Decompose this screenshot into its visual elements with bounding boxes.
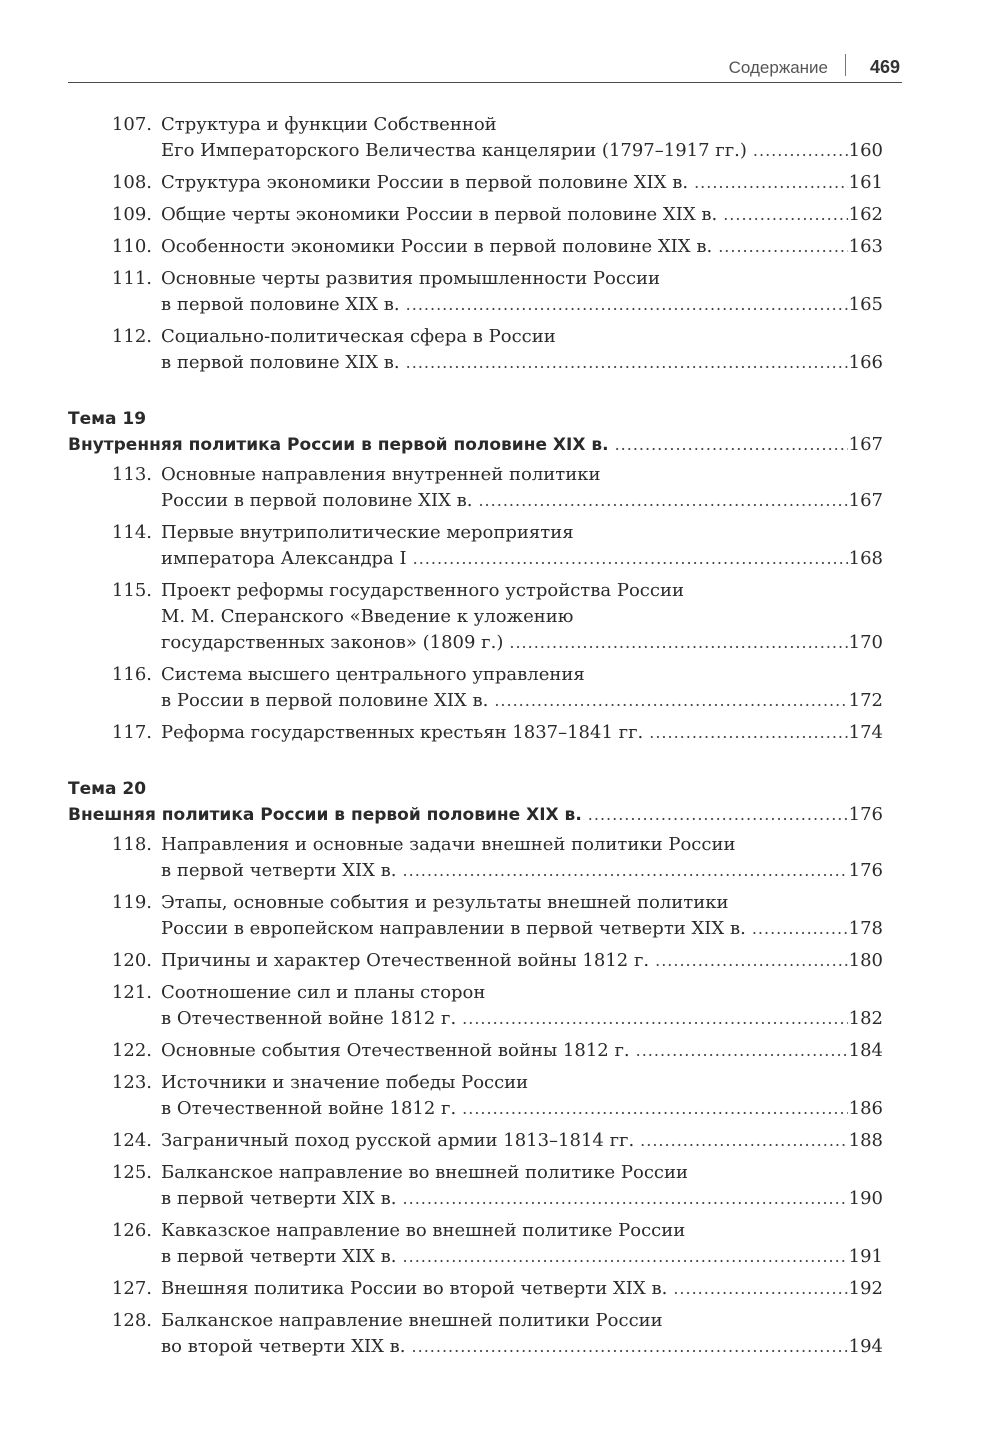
toc-entry-line xyxy=(68,112,883,138)
toc-entry-number: 113. xyxy=(111,464,152,485)
toc-entry-line xyxy=(68,1160,883,1186)
toc-entry-line xyxy=(68,292,883,318)
dot-leader xyxy=(406,292,848,318)
toc-entry-page: 170 xyxy=(848,632,883,653)
toc-entry xyxy=(68,234,883,260)
dot-leader xyxy=(509,630,847,656)
toc-entry xyxy=(68,890,883,942)
running-header xyxy=(68,52,902,83)
toc-entry-title: Основные направления внутренней политики xyxy=(161,464,601,485)
toc-entry-title: Структура и функции Собственной xyxy=(161,114,497,135)
toc-entry-page: 167 xyxy=(848,490,883,511)
topic-title: Внешняя политика России в первой половине XIX в. xyxy=(68,805,582,825)
toc-entry-title: Направления и основные задачи внешней политики России xyxy=(161,834,736,855)
toc-entry-title: Соотношение сил и планы сторон xyxy=(161,982,486,1003)
toc-entry-line xyxy=(68,1006,883,1032)
toc-entry xyxy=(68,1308,883,1360)
toc-entry-page: 160 xyxy=(848,140,883,161)
toc-entry-page: 165 xyxy=(848,294,883,315)
toc-entry-number: 109. xyxy=(111,204,152,225)
toc-entry-number: 107. xyxy=(111,114,152,135)
toc-entry-line xyxy=(68,1308,883,1334)
dot-leader xyxy=(694,170,848,196)
toc-entry-number: 119. xyxy=(111,892,152,913)
toc-entry-title: Проект реформы государственного устройства России xyxy=(161,580,684,601)
toc-entry-line xyxy=(68,832,883,858)
toc-entry xyxy=(68,1160,883,1212)
topic-title: Внутренняя политика России в первой половине XIX в. xyxy=(68,435,609,455)
toc-entry-page: 186 xyxy=(848,1098,883,1119)
dot-leader xyxy=(403,1244,848,1270)
header-separator xyxy=(845,54,847,76)
toc-entry-title: в Отечественной войне 1812 г. xyxy=(161,1008,457,1029)
toc-entry-line xyxy=(68,1038,883,1064)
toc-entry-title: М. М. Сперанского «Введение к уложению xyxy=(161,606,574,627)
toc-entry xyxy=(68,1038,883,1064)
toc-entry-line xyxy=(68,578,883,604)
toc-entry-line xyxy=(68,858,883,884)
toc-entry-line xyxy=(68,170,883,196)
dot-leader xyxy=(403,1186,848,1212)
toc-entry-page: 162 xyxy=(848,204,883,225)
toc-entry-line xyxy=(68,1070,883,1096)
topic-page: 167 xyxy=(848,434,883,455)
toc-entry xyxy=(68,948,883,974)
toc-entry xyxy=(68,832,883,884)
toc-entry xyxy=(68,520,883,572)
toc-entry-line xyxy=(68,138,883,164)
toc-entry-title: в первой четверти XIX в. xyxy=(161,1246,397,1267)
toc-entry-title: Причины и характер Отечественной войны 1812 г. xyxy=(161,950,650,971)
toc-entry-line xyxy=(68,948,883,974)
dot-leader xyxy=(649,720,847,746)
toc-entry xyxy=(68,462,883,514)
dot-leader xyxy=(588,802,848,828)
toc-entry-line xyxy=(68,916,883,942)
toc-entry-title: в России в первой половине XIX в. xyxy=(161,690,489,711)
dot-leader xyxy=(636,1038,848,1064)
toc-entry-number: 128. xyxy=(111,1310,152,1331)
dot-leader xyxy=(494,688,847,714)
header-title: Содержание xyxy=(728,58,828,77)
toc-entry-title: Заграничный поход русской армии 1813–1814 гг. xyxy=(161,1130,635,1151)
toc-entry-page: 191 xyxy=(848,1246,883,1267)
page-number: 469 xyxy=(869,57,900,77)
toc-entry-title: Источники и значение победы России xyxy=(161,1072,529,1093)
toc-entry-page: 166 xyxy=(848,352,883,373)
toc-entry-number: 127. xyxy=(111,1278,152,1299)
toc-entry xyxy=(68,170,883,196)
toc-entry-line xyxy=(68,1218,883,1244)
toc-entry-line xyxy=(68,266,883,292)
toc-entry-title: в первой четверти XIX в. xyxy=(161,1188,397,1209)
toc-entry xyxy=(68,1218,883,1270)
dot-leader xyxy=(753,138,848,164)
toc-entry-line xyxy=(68,1096,883,1122)
topic-page: 176 xyxy=(848,804,883,825)
toc-entry-page: 182 xyxy=(848,1008,883,1029)
toc-entry-line xyxy=(68,462,883,488)
toc-entry-line xyxy=(68,324,883,350)
toc-entry-line xyxy=(68,980,883,1006)
toc-entry-number: 111. xyxy=(111,268,152,289)
toc-entry-title: Внешняя политика России во второй четверти XIX в. xyxy=(161,1278,668,1299)
toc-entry-number: 114. xyxy=(111,522,152,543)
toc-entry-number: 115. xyxy=(111,580,152,601)
toc-entry-number: 116. xyxy=(111,664,152,685)
toc-entry-title: Система высшего центрального управления xyxy=(161,664,585,685)
toc-entry-title: Структура экономики России в первой половине XIX в. xyxy=(161,172,689,193)
table-of-contents xyxy=(68,112,883,1366)
toc-entry xyxy=(68,324,883,376)
dot-leader xyxy=(640,1128,847,1154)
dot-leader xyxy=(673,1276,847,1302)
dot-leader xyxy=(478,488,847,514)
toc-entry-line xyxy=(68,604,883,630)
dot-leader xyxy=(723,202,847,228)
toc-entry-title: в первой половине XIX в. xyxy=(161,352,400,373)
toc-entry-title: Основные черты развития промышленности России xyxy=(161,268,661,289)
toc-entry-page: 174 xyxy=(848,722,883,743)
toc-entry-number: 121. xyxy=(111,982,152,1003)
toc-entry-number: 124. xyxy=(111,1130,152,1151)
toc-entry xyxy=(68,1276,883,1302)
toc-entry-title: России в европейском направлении в первой четверти XIX в. xyxy=(161,918,746,939)
toc-entry-number: 112. xyxy=(111,326,152,347)
toc-entry-title: Первые внутриполитические мероприятия xyxy=(161,522,574,543)
dot-leader xyxy=(718,234,847,260)
dot-leader xyxy=(655,948,848,974)
toc-entry-title: Его Императорского Величества канцелярии (1797–1917 гг.) xyxy=(161,140,747,161)
toc-entry-line xyxy=(68,630,883,656)
toc-entry-title: Общие черты экономики России в первой половине XIX в. xyxy=(161,204,718,225)
toc-entry-page: 168 xyxy=(848,548,883,569)
toc-entry-title: Балканское направление внешней политики России xyxy=(161,1310,663,1331)
toc-entry-page: 176 xyxy=(848,860,883,881)
toc-entry-number: 118. xyxy=(111,834,152,855)
toc-entry-title: Реформа государственных крестьян 1837–1841 гг. xyxy=(161,722,644,743)
toc-entry-line xyxy=(68,890,883,916)
toc-entry-page: 190 xyxy=(848,1188,883,1209)
toc-entry xyxy=(68,980,883,1032)
toc-entry-title: в первой половине XIX в. xyxy=(161,294,400,315)
dot-leader xyxy=(615,432,848,458)
toc-entry-page: 188 xyxy=(848,1130,883,1151)
toc-entry-line xyxy=(68,688,883,714)
topic-label: Тема 20 xyxy=(68,779,147,799)
toc-entry-title: Социально-политическая сфера в России xyxy=(161,326,556,347)
toc-entry-title: Особенности экономики России в первой половине XIX в. xyxy=(161,236,713,257)
toc-entry-title: Основные события Отечественной войны 1812 г. xyxy=(161,1040,630,1061)
toc-entry-line xyxy=(68,720,883,746)
toc-entry-title: Этапы, основные события и результаты внешней политики xyxy=(161,892,729,913)
toc-entry xyxy=(68,112,883,164)
toc-entry-number: 117. xyxy=(111,722,152,743)
toc-entry-page: 184 xyxy=(848,1040,883,1061)
toc-entry xyxy=(68,578,883,656)
toc-entry-title: императора Александра I xyxy=(161,548,407,569)
toc-entry xyxy=(68,1128,883,1154)
toc-entry-title: Балканское направление во внешней политике России xyxy=(161,1162,689,1183)
dot-leader xyxy=(462,1006,847,1032)
toc-entry-line xyxy=(68,202,883,228)
toc-entry-number: 120. xyxy=(111,950,152,971)
toc-entry-line xyxy=(68,520,883,546)
toc-entry-page: 172 xyxy=(848,690,883,711)
dot-leader xyxy=(406,350,848,376)
toc-entry-line xyxy=(68,1128,883,1154)
toc-entry-page: 194 xyxy=(848,1336,883,1357)
toc-entry-number: 126. xyxy=(111,1220,152,1241)
toc-entry-line xyxy=(68,1276,883,1302)
toc-entry-line xyxy=(68,1186,883,1212)
toc-entry xyxy=(68,720,883,746)
topic-label: Тема 19 xyxy=(68,409,147,429)
toc-entry xyxy=(68,1070,883,1122)
toc-entry xyxy=(68,202,883,228)
toc-entry-line xyxy=(68,1244,883,1270)
toc-entry-title: государственных законов» (1809 г.) xyxy=(161,632,504,653)
dot-leader xyxy=(752,916,848,942)
dot-leader xyxy=(412,1334,848,1360)
toc-entry-line xyxy=(68,234,883,260)
toc-entry-page: 178 xyxy=(848,918,883,939)
toc-entry-number: 123. xyxy=(111,1072,152,1093)
toc-entry-line xyxy=(68,662,883,688)
topic-title-line xyxy=(68,802,883,828)
dot-leader xyxy=(403,858,848,884)
toc-entry-title: в первой четверти XIX в. xyxy=(161,860,397,881)
toc-entry-title: во второй четверти XIX в. xyxy=(161,1336,406,1357)
toc-entry-line xyxy=(68,1334,883,1360)
toc-entry-line xyxy=(68,546,883,572)
toc-entry-page: 192 xyxy=(848,1278,883,1299)
toc-entry-title: Кавказское направление во внешней политике России xyxy=(161,1220,686,1241)
dot-leader xyxy=(413,546,848,572)
toc-entry-page: 180 xyxy=(848,950,883,971)
topic-title-line xyxy=(68,432,883,458)
toc-entry-number: 122. xyxy=(111,1040,152,1061)
toc-entry-page: 161 xyxy=(848,172,883,193)
toc-entry-number: 125. xyxy=(111,1162,152,1183)
toc-entry-number: 108. xyxy=(111,172,152,193)
toc-entry-line xyxy=(68,488,883,514)
toc-entry-page: 163 xyxy=(848,236,883,257)
toc-entry xyxy=(68,662,883,714)
toc-entry-title: России в первой половине XIX в. xyxy=(161,490,473,511)
dot-leader xyxy=(462,1096,847,1122)
toc-entry xyxy=(68,266,883,318)
toc-entry-title: в Отечественной войне 1812 г. xyxy=(161,1098,457,1119)
toc-entry-number: 110. xyxy=(111,236,152,257)
toc-entry-line xyxy=(68,350,883,376)
